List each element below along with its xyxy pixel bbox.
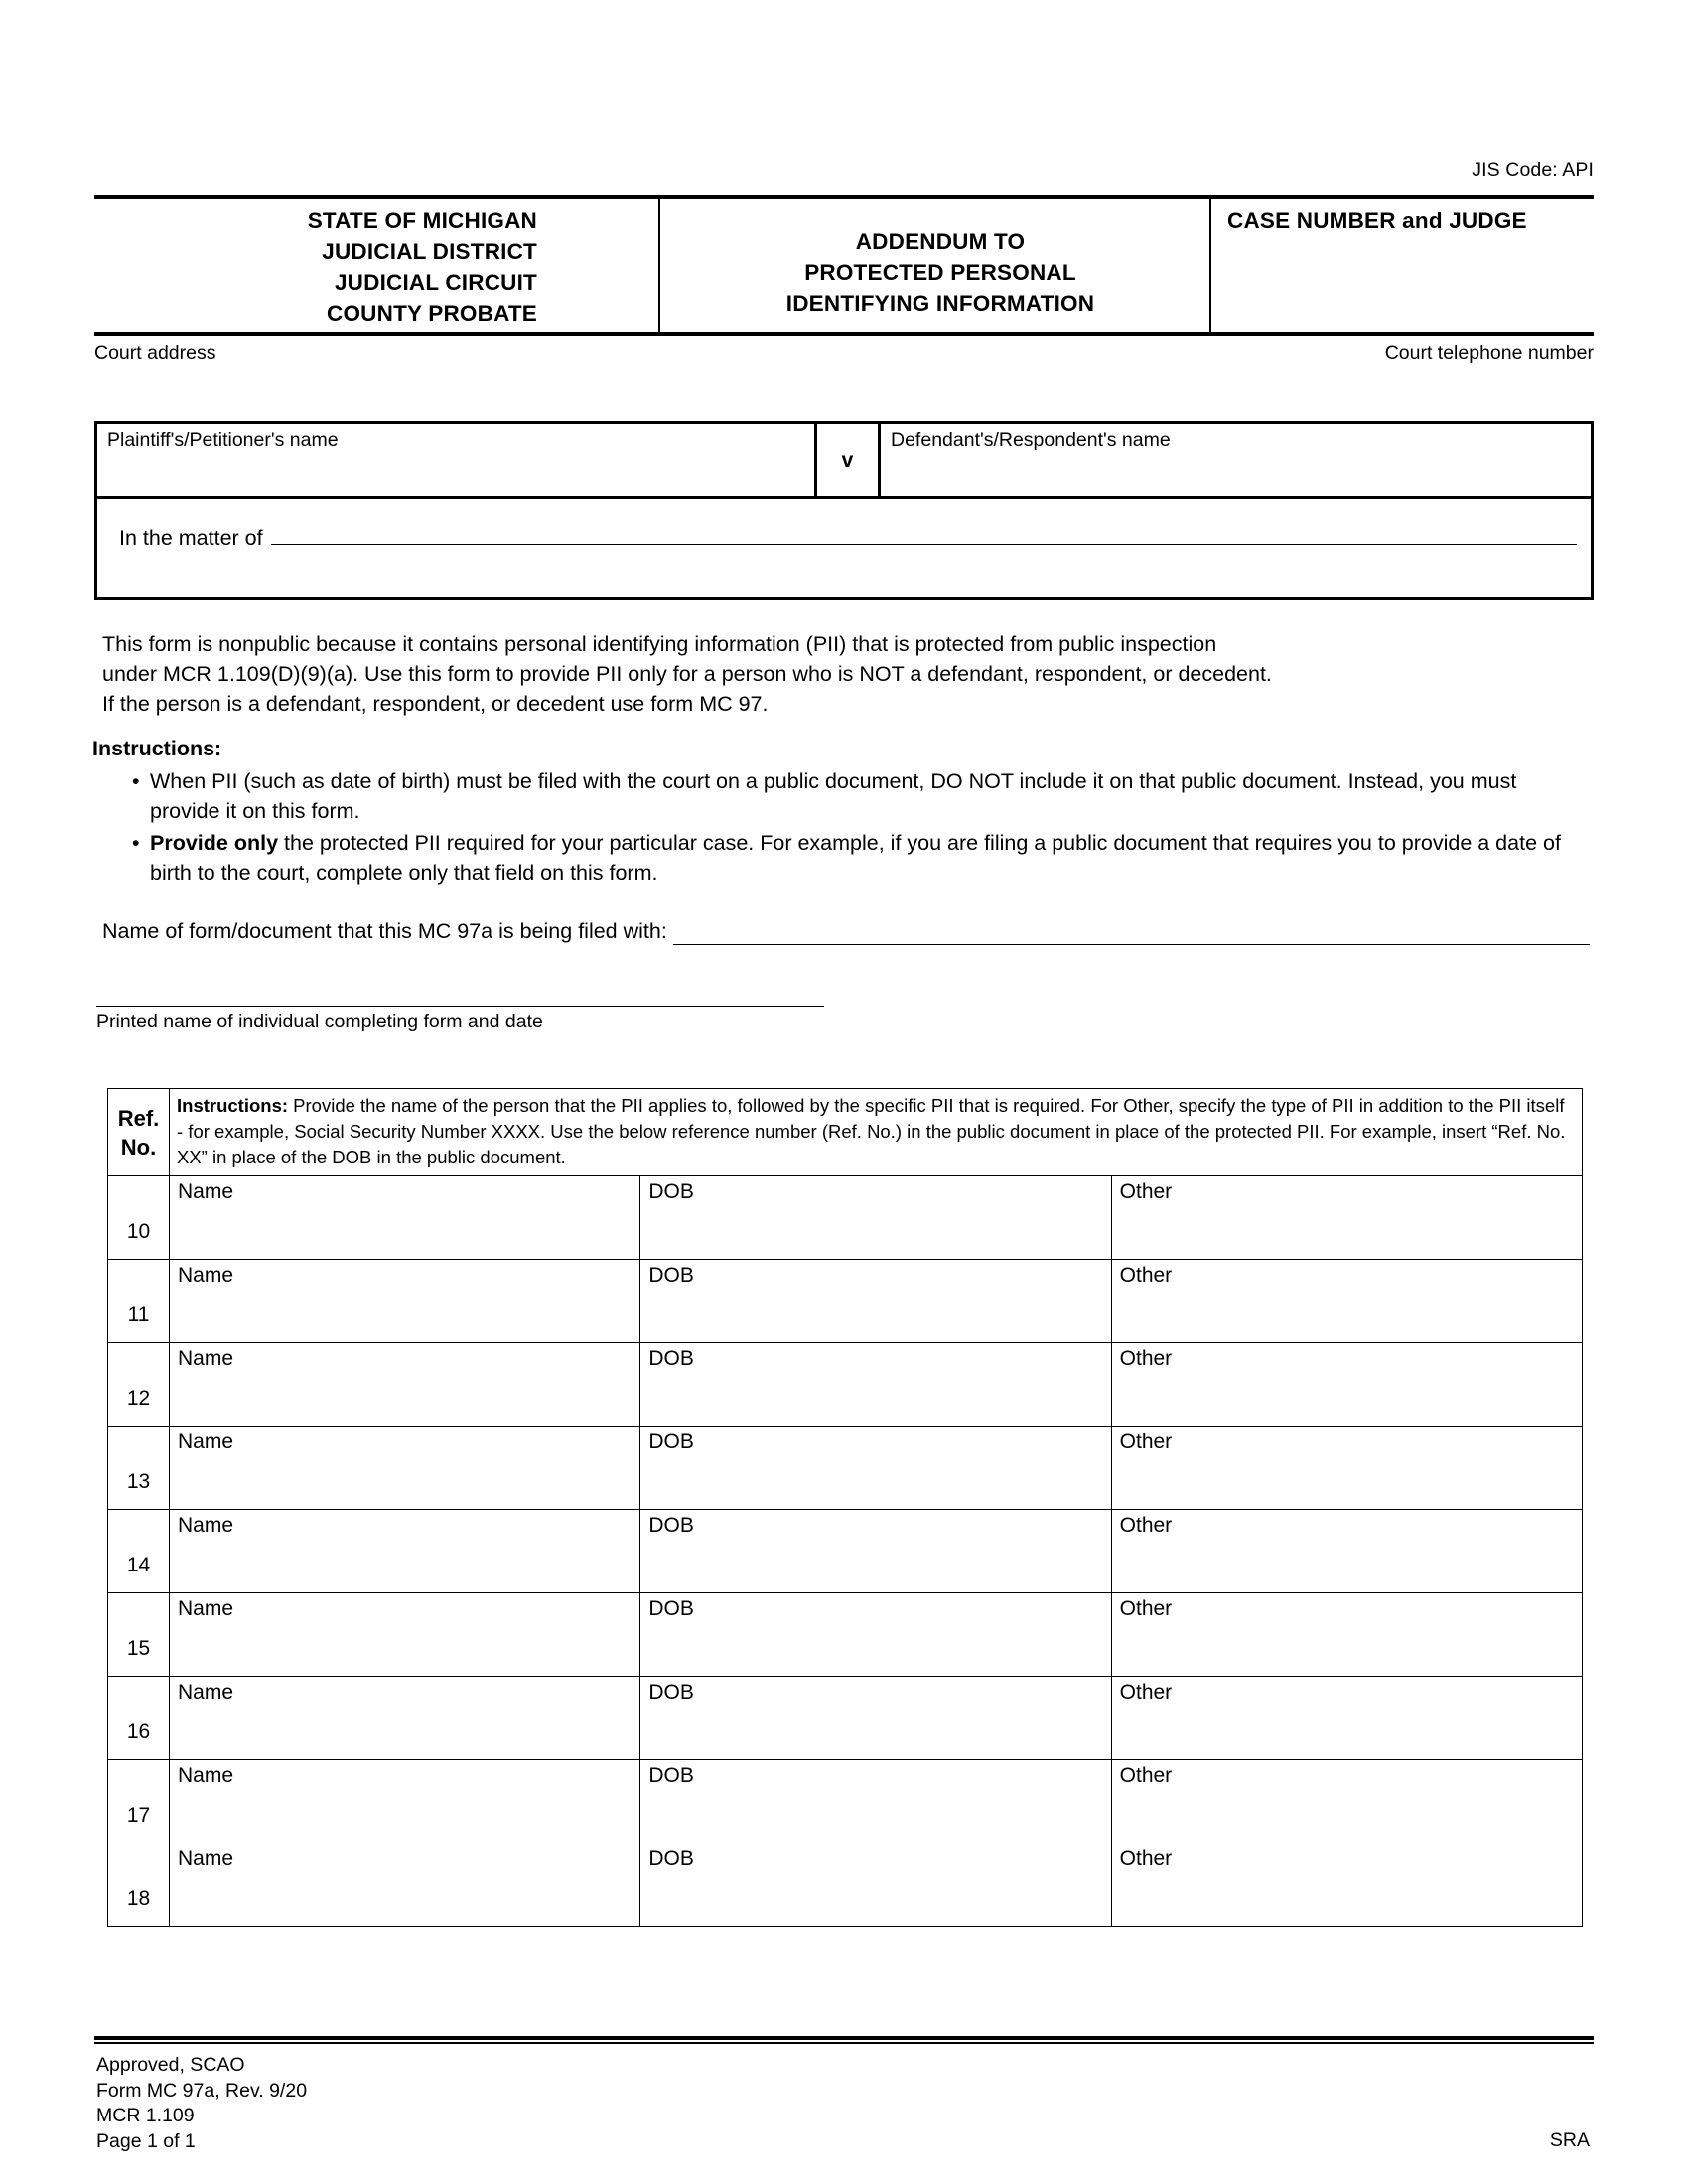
name-of-form-row xyxy=(102,917,1590,945)
instruction-item-2 xyxy=(132,828,1592,887)
instructions-heading: Instructions: xyxy=(92,737,222,760)
dob-field-cell[interactable]: DOB xyxy=(640,1510,1111,1593)
pii-table xyxy=(107,1088,1583,1927)
name-of-form-input[interactable] xyxy=(673,922,1590,945)
case-number-label: CASE NUMBER and JUDGE xyxy=(1227,208,1527,233)
judicial-district-line: JUDICIAL DISTRICT xyxy=(322,239,537,264)
pii-table-body xyxy=(108,1089,1583,1927)
other-field-cell[interactable]: Other xyxy=(1111,1427,1582,1510)
name-field-cell[interactable]: Name xyxy=(170,1510,640,1593)
ref-no-cell: 17 xyxy=(108,1760,170,1843)
printed-name-label: Printed name of individual completing form and date xyxy=(96,1011,543,1032)
dob-field-cell[interactable]: DOB xyxy=(640,1677,1111,1760)
notice-line-2: under MCR 1.109(D)(9)(a). Use this form to provide PII only for a person who is NOT a defendant, respondent, or decedent. xyxy=(102,662,1272,686)
notice-line-1: This form is nonpublic because it contains personal identifying information (PII) that is protected from public inspection xyxy=(102,632,1217,656)
other-field-cell[interactable]: Other xyxy=(1111,1593,1582,1677)
table-row xyxy=(108,1176,1583,1260)
table-row xyxy=(108,1510,1583,1593)
footer-mcr-line: MCR 1.109 xyxy=(96,2105,195,2126)
other-field-cell[interactable]: Other xyxy=(1111,1510,1582,1593)
county-probate-line: COUNTY PROBATE xyxy=(327,301,537,326)
bullet-icon: • xyxy=(132,769,140,793)
ref-no-cell: 18 xyxy=(108,1843,170,1927)
pii-table-header-row xyxy=(108,1089,1583,1176)
in-the-matter-of-input[interactable] xyxy=(271,525,1577,545)
dob-field-cell[interactable]: DOB xyxy=(640,1843,1111,1927)
instructions-list xyxy=(132,766,1592,889)
footer-left-block xyxy=(96,2053,307,2154)
caption-divider-left xyxy=(658,199,660,332)
case-number-field[interactable] xyxy=(1218,199,1594,332)
name-field-cell[interactable]: Name xyxy=(170,1760,640,1843)
other-field-cell[interactable]: Other xyxy=(1111,1343,1582,1427)
form-title-block xyxy=(662,199,1218,332)
name-field-cell[interactable]: Name xyxy=(170,1427,640,1510)
state-of-michigan-line: STATE OF MICHIGAN xyxy=(307,208,537,233)
instruction-item-2-text: the protected PII required for your particular case. For example, if you are filing a public document that requires you to provide a date of birth to the court, complete only that field on this form. xyxy=(150,831,1561,885)
footer-page-line: Page 1 of 1 xyxy=(96,2129,196,2152)
name-field-cell[interactable]: Name xyxy=(170,1176,640,1260)
table-row xyxy=(108,1343,1583,1427)
court-identification-block xyxy=(94,199,559,332)
form-title-line-1: ADDENDUM TO xyxy=(855,229,1026,254)
form-title-line-2: PROTECTED PERSONAL xyxy=(804,260,1076,285)
defendant-name-label: Defendant's/Respondent's name xyxy=(891,429,1171,451)
table-instructions-text: Provide the name of the person that the PII applies to, followed by the specific PII that is required. For Other, specify the type of PII in addition to the PII itself - for example, Social Security Number XXXX. Use the below reference number (Ref. No.) in the public document in place of the protected PII. For example, insert “Ref. No. XX” in place of the DOB in the public document. xyxy=(177,1095,1566,1167)
court-address-label: Court address xyxy=(94,342,216,364)
ref-no-cell: 10 xyxy=(108,1176,170,1260)
caption-divider-right xyxy=(1209,199,1211,332)
footer-rule-thin xyxy=(94,2042,1594,2044)
other-field-cell[interactable]: Other xyxy=(1111,1760,1582,1843)
versus-label: v xyxy=(841,448,854,472)
table-instructions-cell xyxy=(170,1089,1583,1176)
name-of-form-label: Name of form/document that this MC 97a is being filed with: xyxy=(102,919,667,943)
ref-no-cell: 16 xyxy=(108,1677,170,1760)
other-field-cell[interactable]: Other xyxy=(1111,1176,1582,1260)
ref-no-cell: 14 xyxy=(108,1510,170,1593)
ref-no-cell: 12 xyxy=(108,1343,170,1427)
other-field-cell[interactable]: Other xyxy=(1111,1843,1582,1927)
plaintiff-name-label: Plaintiff's/Petitioner's name xyxy=(107,429,339,451)
dob-field-cell[interactable]: DOB xyxy=(640,1427,1111,1510)
dob-field-cell[interactable]: DOB xyxy=(640,1593,1111,1677)
jis-code-label: JIS Code: API xyxy=(1472,159,1594,181)
ref-no-cell: 15 xyxy=(108,1593,170,1677)
table-instructions-bold: Instructions: xyxy=(177,1095,289,1116)
in-the-matter-of-label: In the matter of xyxy=(119,526,263,550)
table-row xyxy=(108,1593,1583,1677)
dob-field-cell[interactable]: DOB xyxy=(640,1260,1111,1343)
versus-separator xyxy=(817,424,881,499)
name-field-cell[interactable]: Name xyxy=(170,1677,640,1760)
form-title-line-3: IDENTIFYING INFORMATION xyxy=(785,291,1095,316)
parties-box xyxy=(94,421,1594,600)
in-the-matter-of-row xyxy=(97,499,1591,597)
plaintiff-name-field[interactable] xyxy=(97,424,817,499)
printed-name-input[interactable] xyxy=(96,1006,824,1007)
table-row xyxy=(108,1427,1583,1510)
footer-right-code: SRA xyxy=(1549,2129,1590,2151)
instruction-item-2-bold: Provide only xyxy=(150,831,279,855)
printed-name-block xyxy=(96,1006,831,1033)
ref-no-header-line-1: Ref. xyxy=(117,1105,160,1131)
footer-rule-thick xyxy=(94,2036,1594,2040)
ref-no-header-line-2: No. xyxy=(120,1134,157,1160)
notice-line-3: If the person is a defendant, respondent, or decedent use form MC 97. xyxy=(102,692,769,716)
table-row xyxy=(108,1760,1583,1843)
name-field-cell[interactable]: Name xyxy=(170,1343,640,1427)
other-field-cell[interactable]: Other xyxy=(1111,1260,1582,1343)
footer-form-line: Form MC 97a, Rev. 9/20 xyxy=(96,2079,308,2102)
instruction-item-1-text: When PII (such as date of birth) must be filed with the court on a public document, DO NOT include it on that public document. Instead, you must provide it on this form. xyxy=(150,769,1517,823)
dob-field-cell[interactable]: DOB xyxy=(640,1176,1111,1260)
instruction-item-1 xyxy=(132,766,1592,826)
dob-field-cell[interactable]: DOB xyxy=(640,1760,1111,1843)
ref-no-header-cell xyxy=(108,1089,170,1176)
defendant-name-field[interactable] xyxy=(881,424,1591,499)
caption-header-box xyxy=(94,195,1594,336)
table-row xyxy=(108,1677,1583,1760)
table-row xyxy=(108,1843,1583,1927)
ref-no-cell: 13 xyxy=(108,1427,170,1510)
dob-field-cell[interactable]: DOB xyxy=(640,1343,1111,1427)
nonpublic-notice-paragraph xyxy=(102,629,1590,719)
name-field-cell[interactable]: Name xyxy=(170,1843,640,1927)
ref-no-cell: 11 xyxy=(108,1260,170,1343)
bullet-icon: • xyxy=(132,831,140,855)
judicial-circuit-line: JUDICIAL CIRCUIT xyxy=(334,270,537,295)
table-row xyxy=(108,1260,1583,1343)
name-field-cell[interactable]: Name xyxy=(170,1593,640,1677)
footer-approved-line: Approved, SCAO xyxy=(96,2054,245,2076)
court-address-row xyxy=(94,341,1594,367)
court-telephone-label: Court telephone number xyxy=(1384,342,1594,364)
name-field-cell[interactable]: Name xyxy=(170,1260,640,1343)
other-field-cell[interactable]: Other xyxy=(1111,1677,1582,1760)
footer-divider xyxy=(94,2036,1594,2044)
